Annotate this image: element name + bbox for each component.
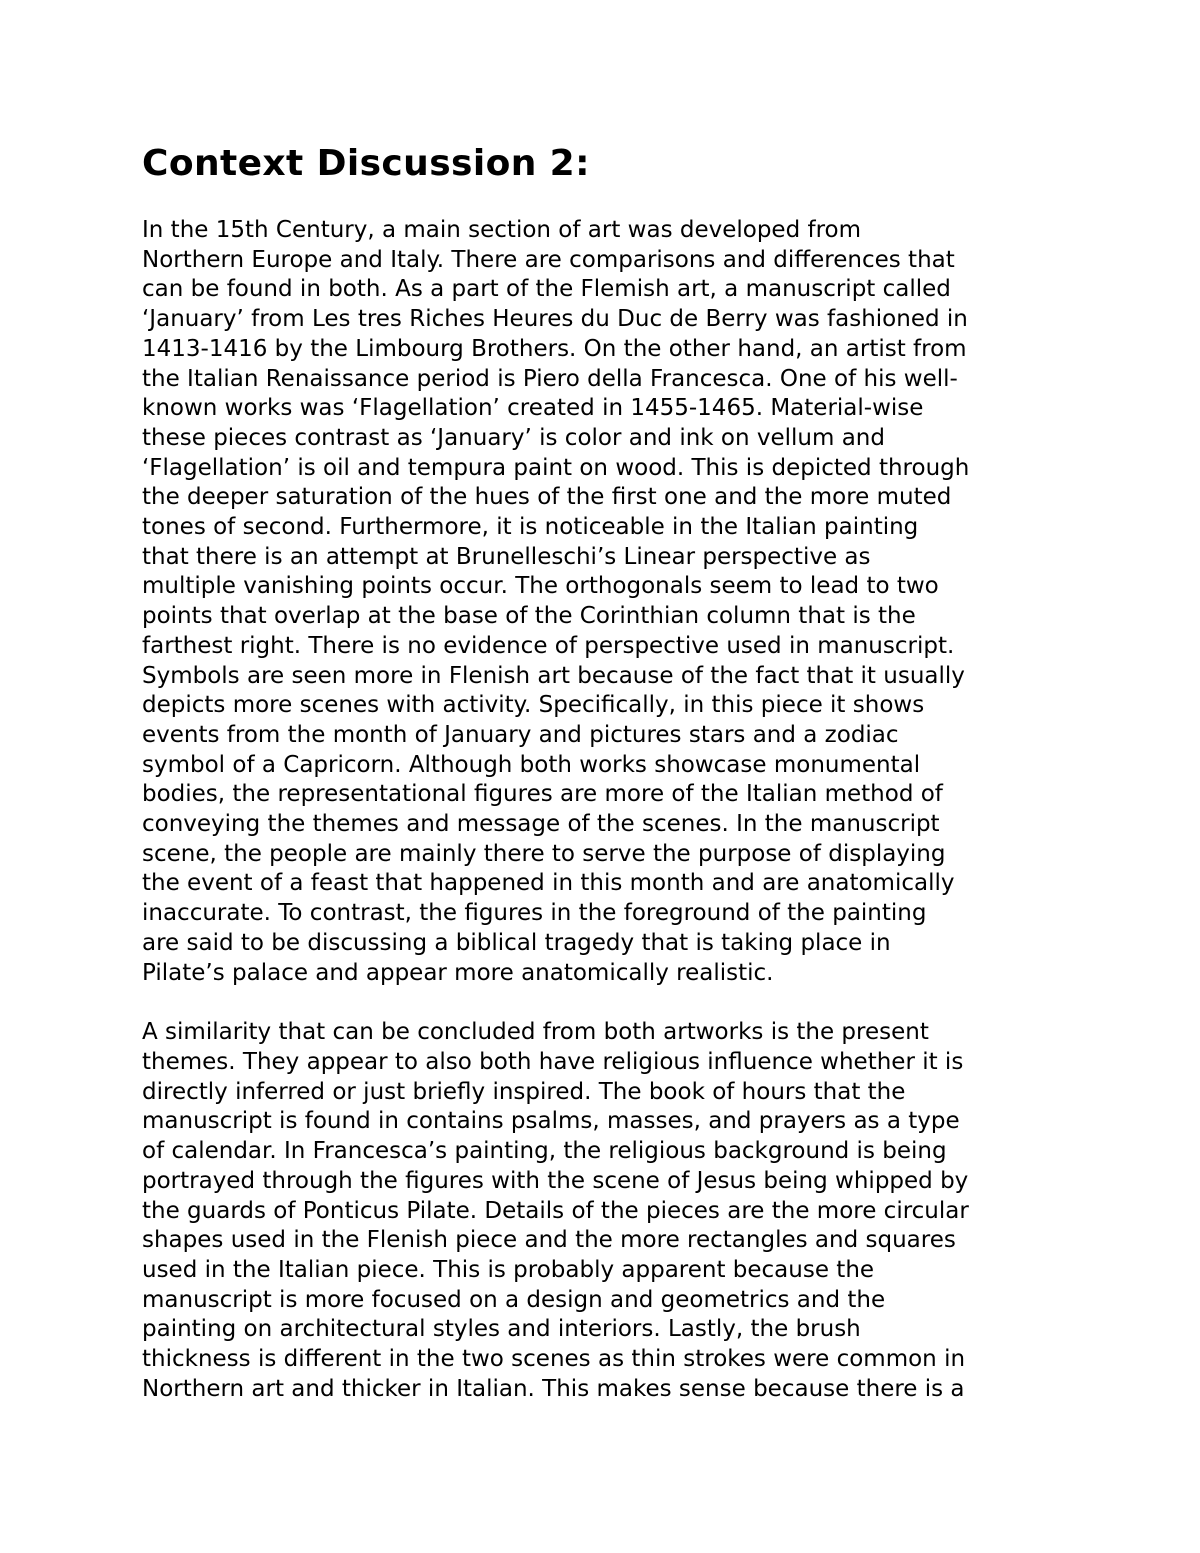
text-line: can be found in both. As a part of the Flemish art, a manuscript called xyxy=(142,276,951,303)
text-line: used in the Italian piece. This is probably apparent because the xyxy=(142,1256,875,1283)
text-line: Symbols are seen more in Flenish art because of the fact that it usually xyxy=(142,662,965,689)
text-line: shapes used in the Flenish piece and the more rectangles and squares xyxy=(142,1227,956,1254)
text-line: ‘January’ from Les tres Riches Heures du Duc de Berry was fashioned in xyxy=(142,306,968,333)
text-line: known works was ‘Flagellation’ created in 1455-1465. Material-wise xyxy=(142,395,924,422)
text-line: the event of a feast that happened in this month and are anatomically xyxy=(142,870,955,897)
text-line: inaccurate. To contrast, the figures in the foreground of the painting xyxy=(142,900,927,927)
text-line: of calendar. In Francesca’s painting, the religious background is being xyxy=(142,1138,947,1165)
document-title: Context Discussion 2: xyxy=(142,143,590,184)
text-line: portrayed through the figures with the scene of Jesus being whipped by xyxy=(142,1167,969,1194)
text-line: the deeper saturation of the hues of the first one and the more muted xyxy=(142,484,952,511)
paragraph xyxy=(142,216,1072,988)
text-line: scene, the people are mainly there to serve the purpose of displaying xyxy=(142,840,946,867)
text-line: Pilate’s palace and appear more anatomically realistic. xyxy=(142,959,774,986)
text-line: A similarity that can be concluded from both artworks is the present xyxy=(142,1019,929,1046)
paragraph xyxy=(142,1018,1072,1404)
text-line: that there is an attempt at Brunelleschi’s Linear perspective as xyxy=(142,543,871,570)
text-line: points that overlap at the base of the Corinthian column that is the xyxy=(142,603,916,630)
text-line: manuscript is found in contains psalms, masses, and prayers as a type xyxy=(142,1108,960,1135)
text-line: conveying the themes and message of the scenes. In the manuscript xyxy=(142,811,940,838)
text-line: symbol of a Capricorn. Although both works showcase monumental xyxy=(142,751,921,778)
text-line: events from the month of January and pictures stars and a zodiac xyxy=(142,721,899,748)
text-line: In the 15th Century, a main section of art was developed from xyxy=(142,217,862,243)
text-line: the guards of Ponticus Pilate. Details of the pieces are the more circular xyxy=(142,1197,969,1224)
document-body xyxy=(142,142,1072,1404)
text-line: themes. They appear to also both have religious influence whether it is xyxy=(142,1048,964,1075)
text-line: tones of second. Furthermore, it is noticeable in the Italian painting xyxy=(142,514,919,541)
text-line: painting on architectural styles and interiors. Lastly, the brush xyxy=(142,1316,861,1343)
text-line: these pieces contrast as ‘January’ is color and ink on vellum and xyxy=(142,424,885,451)
text-line: multiple vanishing points occur. The orthogonals seem to lead to two xyxy=(142,573,939,600)
text-line: manuscript is more focused on a design and geometrics and the xyxy=(142,1286,886,1313)
text-line: 1413-1416 by the Limbourg Brothers. On the other hand, an artist from xyxy=(142,335,967,362)
text-line: thickness is different in the two scenes as thin strokes were common in xyxy=(142,1346,966,1373)
text-line: depicts more scenes with activity. Specifically, in this piece it shows xyxy=(142,692,925,719)
text-line: directly inferred or just briefly inspired. The book of hours that the xyxy=(142,1078,906,1105)
text-line: bodies, the representational figures are more of the Italian method of xyxy=(142,781,943,808)
text-line: ‘Flagellation’ is oil and tempura paint on wood. This is depicted through xyxy=(142,454,970,481)
text-line: Northern Europe and Italy. There are comparisons and differences that xyxy=(142,246,955,273)
text-line: farthest right. There is no evidence of perspective used in manuscript. xyxy=(142,632,955,659)
text-line: the Italian Renaissance period is Piero della Francesca. One of his well- xyxy=(142,365,958,392)
text-line: Northern art and thicker in Italian. This makes sense because there is a xyxy=(142,1375,965,1402)
text-line: are said to be discussing a biblical tragedy that is taking place in xyxy=(142,929,891,956)
